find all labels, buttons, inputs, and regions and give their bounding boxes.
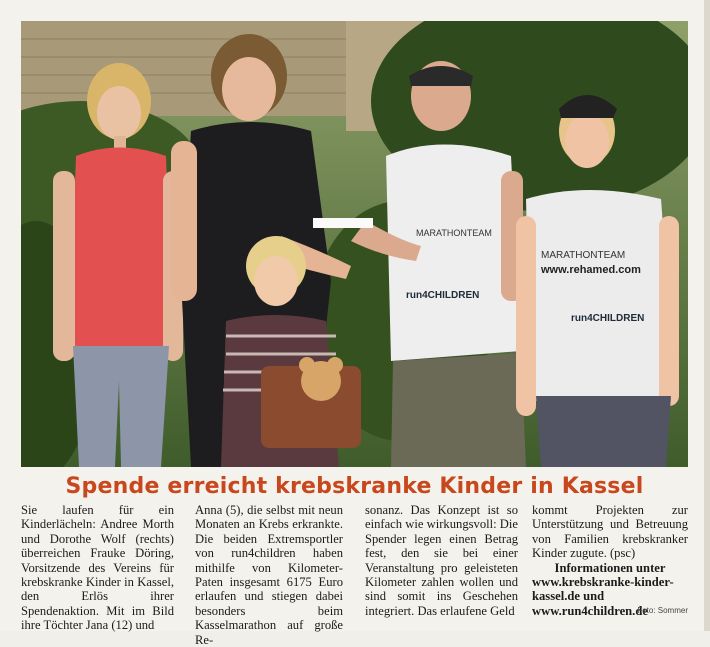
headline: Spende erreicht krebskranke Kinder in Kassel [65, 474, 644, 499]
shirt-text-girl-url: www.rehamed.com [541, 264, 641, 276]
news-photo [21, 21, 688, 467]
photo-credit: Foto: Sommer [637, 606, 688, 615]
article-column-4-text: kommt Projekten zur Unterstützung und Betreuung von Familien krebskranker Kinder zugute. (psc) [532, 503, 688, 561]
article-column-1: Sie laufen für ein Kinderlächeln: Andree Morth und Dorothe Wolf (rechts) überreichen Frauke Döring, Vorsitzende des Vereins für krebskranke Kinder in Kassel, den Erlös ihrer Spendenaktion. Mit im Bild ihre Töchter Jana (12) und [21, 503, 174, 633]
envelope [313, 218, 373, 228]
shirt-text-girl-bottom: run4CHILDREN [571, 313, 645, 324]
article-column-3: sonanz. Das Konzept ist so einfach wie wirkungsvoll: Die Spender legen einen Betrag fest, den sie bei einer Veranstaltung pro geleisteten Kilometer zahlen wollen und sind somit ins Geschehen integriert. Das erlaufene Geld [365, 503, 518, 618]
info-links: www.krebskranke-kinder-kassel.de und www.run4children.de [532, 575, 674, 618]
article-body [21, 503, 688, 647]
shirt-text-adult-bottom: run4CHILDREN [406, 290, 480, 301]
info-title: Informationen unter [554, 560, 666, 575]
photo-illustration [21, 21, 688, 467]
shirt-text-adult-top: MARATHONTEAM [416, 228, 492, 238]
article-column-4 [532, 503, 688, 617]
shirt-text-girl-top: MARATHONTEAM [541, 250, 626, 261]
article-column-2: Anna (5), die selbst mit neun Monaten an Krebs erkrankte. Die beiden Extremsportler von run4children haben mithilfe von Kilometer-Paten insgesamt 6175 Euro erlaufen und stiegen dabei besonders beim Kasselmarathon auf große Re- [195, 503, 343, 647]
